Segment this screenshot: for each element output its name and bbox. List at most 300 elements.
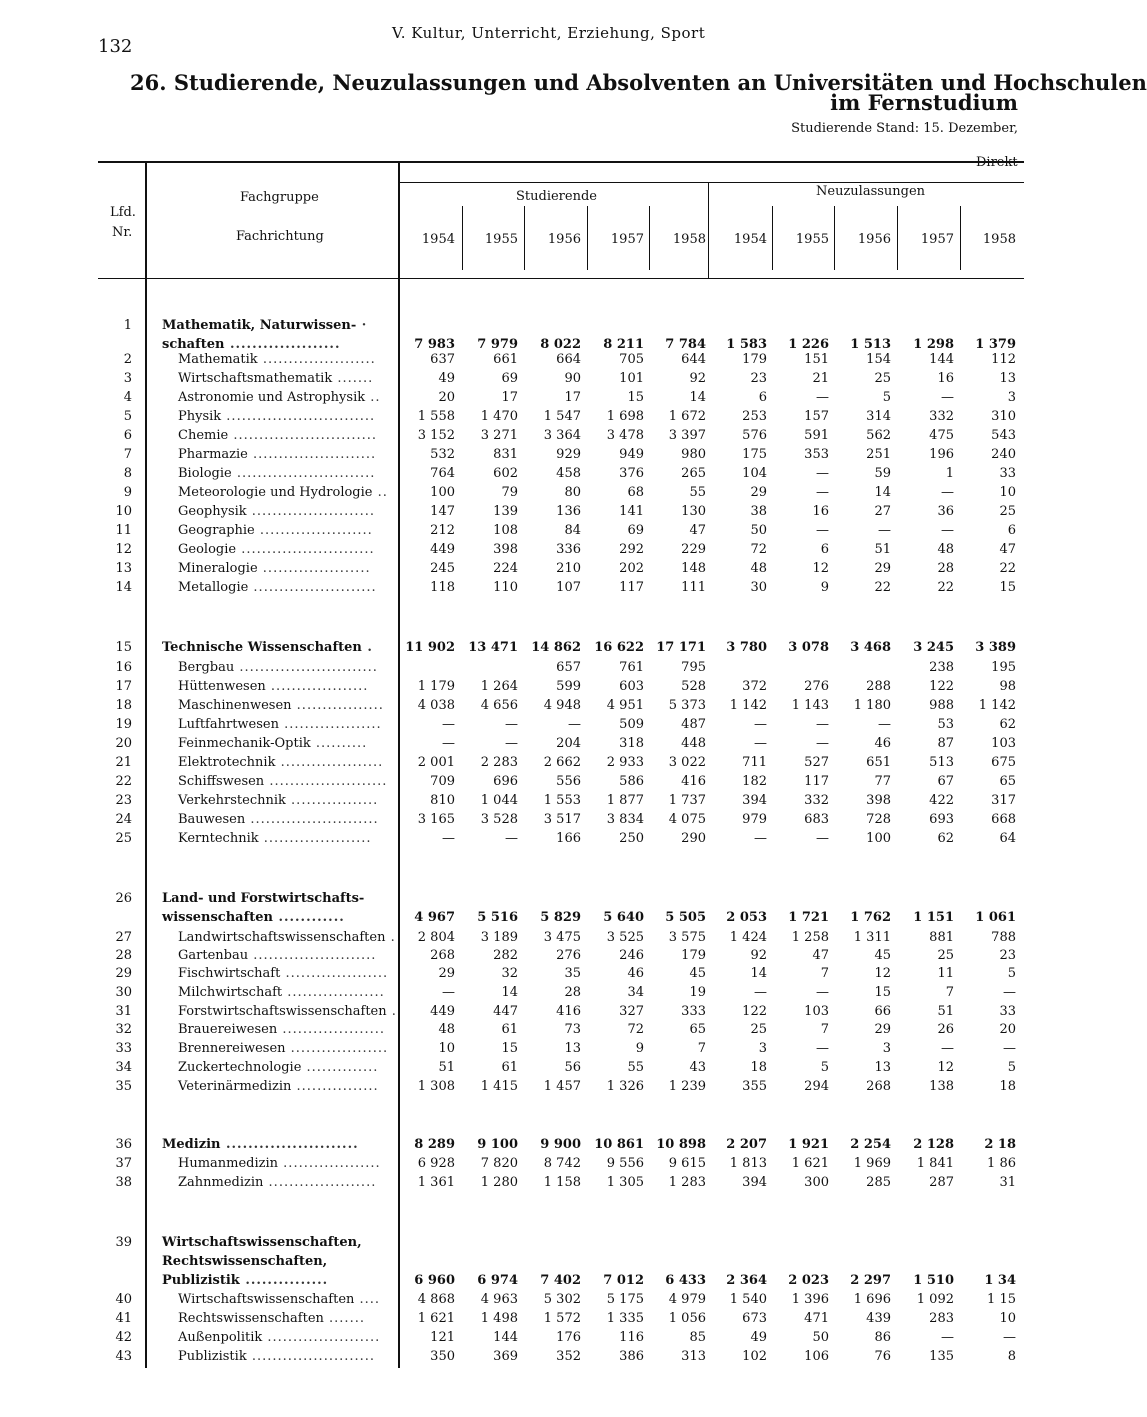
table-cell: 30 (750, 580, 767, 595)
row-leader-dots: ................. (291, 698, 384, 713)
table-cell: 7 012 (603, 1273, 644, 1288)
table-cell: 36 (937, 504, 954, 519)
table-cell: 12 (812, 561, 829, 576)
table-cell: — (816, 390, 829, 405)
row-leader-dots: ............................. (221, 409, 376, 424)
table-cell: 509 (619, 717, 644, 732)
year-header: 1957 (610, 232, 644, 247)
row-label-text: Feinmechanik-Optik (178, 736, 311, 751)
row-leader-dots: ...................... (257, 352, 376, 367)
table-cell: 2 933 (606, 755, 644, 770)
table-cell: 4 963 (480, 1292, 518, 1307)
table-cell: 1 841 (916, 1156, 954, 1171)
table-cell: 1 737 (668, 793, 706, 808)
table-cell: — (941, 390, 954, 405)
row-leader-dots: .......................... (236, 542, 375, 557)
table-cell: 7 820 (480, 1156, 518, 1171)
row-leader-dots: ..................... (258, 831, 372, 846)
row-label (178, 831, 392, 846)
row-number: 12 (115, 542, 132, 557)
row-leader-dots: ....................... (264, 774, 388, 789)
row-number: 7 (123, 447, 132, 462)
table-cell: 14 862 (531, 640, 581, 655)
row-label-text: Wirtschaftswissenschaften (178, 1292, 355, 1307)
table-cell: 422 (929, 793, 954, 808)
table-cell: 651 (866, 755, 891, 770)
table-cell: 7 (820, 1022, 829, 1037)
table-cell: 246 (619, 948, 644, 963)
row-label (178, 774, 392, 789)
row-number: 28 (115, 948, 132, 963)
table-cell: 138 (929, 1079, 954, 1094)
table-cell: 5 302 (543, 1292, 581, 1307)
table-cell: 17 (564, 390, 581, 405)
table-cell: 4 948 (543, 698, 581, 713)
table-cell: — (816, 1041, 829, 1056)
table-cell: 2 053 (726, 910, 767, 925)
table-cell: 1 326 (606, 1079, 644, 1094)
table-cell: 121 (430, 1330, 455, 1345)
table-cell: 224 (493, 561, 518, 576)
table-cell: 4 868 (417, 1292, 455, 1307)
table-cell: 7 983 (414, 337, 455, 352)
row-label (178, 660, 392, 675)
row-label-text: Hüttenwesen (178, 679, 266, 694)
row-label-text: Land- und Forstwirtschafts- (162, 891, 365, 906)
table-cell: 59 (874, 466, 891, 481)
row-number: 13 (115, 561, 132, 576)
row-label-text: Zuckertechnologie (178, 1060, 302, 1075)
table-cell: 1 061 (975, 910, 1016, 925)
row-number: 39 (115, 1235, 132, 1250)
row-number: 14 (115, 580, 132, 595)
table-cell: 3 389 (975, 640, 1016, 655)
table-cell: 980 (681, 447, 706, 462)
table-cell: 398 (866, 793, 891, 808)
table-cell: — (878, 717, 891, 732)
table-cell: — (505, 831, 518, 846)
table-cell: 276 (556, 948, 581, 963)
table-cell: 103 (804, 1004, 829, 1019)
table-cell: 33 (999, 1004, 1016, 1019)
table-cell: 122 (929, 679, 954, 694)
row-label (162, 640, 392, 655)
table-cell: 77 (874, 774, 891, 789)
table-cell: — (941, 1330, 954, 1345)
table-cell: — (941, 1041, 954, 1056)
row-leader-dots: ........................ (246, 504, 375, 519)
table-cell: 250 (619, 831, 644, 846)
row-label (178, 966, 392, 981)
row-leader-dots: ........................... (231, 466, 376, 481)
year-header: 1956 (857, 232, 891, 247)
table-cell: 56 (564, 1060, 581, 1075)
row-number: 11 (115, 523, 132, 538)
table-cell: 1 151 (913, 910, 954, 925)
row-number: 25 (115, 831, 132, 846)
table-cell: 111 (681, 580, 706, 595)
table-cell: 1 415 (480, 1079, 518, 1094)
table-cell: 683 (804, 812, 829, 827)
table-cell: 15 (999, 580, 1016, 595)
table-cell: 1 621 (791, 1156, 829, 1171)
table-cell: 69 (501, 371, 518, 386)
table-cell: 5 373 (668, 698, 706, 713)
table-cell: 62 (999, 717, 1016, 732)
table-cell: 116 (619, 1330, 644, 1345)
year-col-rule (772, 206, 773, 270)
table-cell: 104 (742, 466, 767, 481)
row-label-text: Fischwirtschaft (178, 966, 281, 981)
table-cell: 449 (430, 542, 455, 557)
table-cell: 1 540 (729, 1292, 767, 1307)
table-cell: 2 297 (850, 1273, 891, 1288)
table-cell: — (442, 831, 455, 846)
table-cell: 136 (556, 504, 581, 519)
table-cell: 576 (742, 428, 767, 443)
table-cell: 3 475 (543, 930, 581, 945)
table-cell: 176 (556, 1330, 581, 1345)
table-cell: 6 960 (414, 1273, 455, 1288)
table-cell: 61 (501, 1060, 518, 1075)
row-number: 23 (115, 793, 132, 808)
table-cell: 1 877 (606, 793, 644, 808)
table-cell: 6 433 (665, 1273, 706, 1288)
row-number: 6 (123, 428, 132, 443)
header-nr: Nr. (112, 225, 133, 240)
table-cell: 46 (627, 966, 644, 981)
table-cell: 2 207 (726, 1137, 767, 1152)
year-col-rule (649, 206, 650, 270)
table-cell: 65 (999, 774, 1016, 789)
table-title: 26. Studierende, Neuzulassungen und Absolventen an Universitäten und Hochschulen (130, 70, 1147, 95)
table-cell: 22 (999, 561, 1016, 576)
table-cell: 5 829 (540, 910, 581, 925)
table-cell: 22 (937, 580, 954, 595)
row-label-text: Landwirtschaftswissenschaften (178, 930, 386, 945)
year-col-rule (834, 206, 835, 270)
row-label-text: wissenschaften (162, 910, 273, 925)
row-label-text: Luftfahrtwesen (178, 717, 279, 732)
row-label-text: Physik (178, 409, 222, 424)
table-cell: 103 (991, 736, 1016, 751)
table-cell: 1 379 (975, 337, 1016, 352)
row-label-text: Verkehrstechnik (178, 793, 286, 808)
table-cell: 1 762 (850, 910, 891, 925)
table-cell: 761 (619, 660, 644, 675)
row-leader-dots: ..................... (257, 561, 371, 576)
table-cell: 1 142 (978, 698, 1016, 713)
year-header: 1957 (920, 232, 954, 247)
table-cell: 528 (681, 679, 706, 694)
table-cell: 182 (742, 774, 767, 789)
table-cell: 49 (438, 371, 455, 386)
table-cell: 1 158 (543, 1175, 581, 1190)
table-cell: 85 (689, 1330, 706, 1345)
table-cell: 118 (430, 580, 455, 595)
table-cell: 664 (556, 352, 581, 367)
row-label (178, 812, 392, 827)
table-cell: 5 (1007, 1060, 1016, 1075)
row-label-text: Pharmazie (178, 447, 248, 462)
table-cell: 16 (812, 504, 829, 519)
year-header: 1958 (672, 232, 706, 247)
table-cell: — (568, 717, 581, 732)
table-cell: 179 (742, 352, 767, 367)
table-cell: 7 784 (665, 337, 706, 352)
row-leader-dots: .. (365, 390, 381, 405)
table-cell: 38 (750, 504, 767, 519)
table-cell: 61 (501, 1022, 518, 1037)
year-col-rule (897, 206, 898, 270)
row-number: 1 (123, 318, 132, 333)
table-cell: 147 (430, 504, 455, 519)
row-label (178, 466, 392, 481)
table-cell: 48 (438, 1022, 455, 1037)
row-label-text: Geologie (178, 542, 237, 557)
row-leader-dots: ....... (332, 371, 374, 386)
table-cell: 15 (627, 390, 644, 405)
col-rule-lfd (145, 161, 147, 1368)
row-leader-dots: · (356, 318, 368, 333)
table-cell: 881 (929, 930, 954, 945)
table-cell: 386 (619, 1349, 644, 1364)
table-cell: 1 361 (417, 1175, 455, 1190)
table-cell: 6 (758, 390, 767, 405)
table-cell: 788 (991, 930, 1016, 945)
table-cell: 586 (619, 774, 644, 789)
table-cell: 318 (619, 736, 644, 751)
table-cell: 240 (991, 447, 1016, 462)
row-label (178, 1060, 392, 1075)
table-cell: 27 (874, 504, 891, 519)
row-number: 16 (115, 660, 132, 675)
table-cell: 18 (999, 1079, 1016, 1094)
row-label-text: Chemie (178, 428, 229, 443)
table-cell: 2 283 (480, 755, 518, 770)
table-cell: 25 (750, 1022, 767, 1037)
row-label-text: Brennereiwesen (178, 1041, 286, 1056)
table-cell: 376 (619, 466, 644, 481)
row-label (162, 337, 392, 352)
row-label (178, 409, 392, 424)
row-number: 20 (115, 736, 132, 751)
table-cell: 2 128 (913, 1137, 954, 1152)
table-cell: 72 (627, 1022, 644, 1037)
row-leader-dots: ........................... (234, 660, 378, 675)
row-label (178, 793, 392, 808)
table-cell: 122 (742, 1004, 767, 1019)
table-cell: 3 397 (668, 428, 706, 443)
row-leader-dots: ........................ (246, 1349, 376, 1364)
row-leader-dots: ........................ (247, 447, 377, 462)
table-cell: 76 (874, 1349, 891, 1364)
table-cell: — (505, 736, 518, 751)
year-col-rule (524, 206, 525, 270)
row-label (178, 428, 392, 443)
row-leader-dots: ............... (239, 1273, 329, 1288)
row-number: 31 (115, 1004, 132, 1019)
table-cell: 3 364 (543, 428, 581, 443)
table-cell: 332 (929, 409, 954, 424)
row-label (178, 561, 392, 576)
table-cell: 1 335 (606, 1311, 644, 1326)
table-cell: 513 (929, 755, 954, 770)
row-leader-dots: ........................ (220, 1137, 359, 1152)
row-label-text: Gartenbau (178, 948, 249, 963)
row-label-text: Wirtschaftsmathematik (178, 371, 333, 386)
row-number: 3 (123, 371, 132, 386)
table-cell: 6 928 (417, 1156, 455, 1171)
table-cell: 67 (937, 774, 954, 789)
table-cell: 16 (937, 371, 954, 386)
table-cell: 51 (438, 1060, 455, 1075)
year-header: 1955 (795, 232, 829, 247)
row-label-text: Mathematik, Naturwissen- (162, 318, 357, 333)
row-label-text: Metallogie (178, 580, 249, 595)
table-cell: — (941, 485, 954, 500)
table-cell: 1 305 (606, 1175, 644, 1190)
row-leader-dots: ................... (265, 679, 369, 694)
row-label (178, 1156, 392, 1171)
table-cell: 292 (619, 542, 644, 557)
row-label-text: Brauereiwesen (178, 1022, 278, 1037)
table-cell: 265 (681, 466, 706, 481)
row-label-text: Medizin (162, 1137, 221, 1152)
table-cell: — (816, 466, 829, 481)
table-cell: 25 (999, 504, 1016, 519)
table-cell: — (442, 736, 455, 751)
table-cell: 72 (750, 542, 767, 557)
table-cell: 979 (742, 812, 767, 827)
row-label-text: Außenpolitik (178, 1330, 263, 1345)
row-label-text: Technische Wissenschaften (162, 640, 362, 655)
table-cell: 43 (689, 1060, 706, 1075)
table-cell: 332 (804, 793, 829, 808)
table-cell: 62 (937, 831, 954, 846)
table-cell: 1 179 (417, 679, 455, 694)
row-label (178, 504, 392, 519)
table-cell: 602 (493, 466, 518, 481)
row-label-text: Bauwesen (178, 812, 246, 827)
stand-note: Studierende Stand: 15. Dezember, (791, 121, 1018, 136)
table-cell: 543 (991, 428, 1016, 443)
table-cell: 3 780 (726, 640, 767, 655)
table-cell: 313 (681, 1349, 706, 1364)
table-cell: 1 672 (668, 409, 706, 424)
row-leader-dots: . (361, 640, 373, 655)
row-leader-dots: .......... (310, 736, 368, 751)
table-cell: 2 804 (417, 930, 455, 945)
table-cell: 355 (742, 1079, 767, 1094)
table-cell: 2 364 (726, 1273, 767, 1288)
table-cell: 5 (882, 390, 891, 405)
row-label (178, 948, 392, 963)
table-cell: 1 092 (916, 1292, 954, 1307)
table-cell: 637 (430, 352, 455, 367)
table-cell: 675 (991, 755, 1016, 770)
row-leader-dots: .... (354, 1292, 381, 1307)
table-cell: 53 (937, 717, 954, 732)
table-cell: 29 (874, 1022, 891, 1037)
row-number: 18 (115, 698, 132, 713)
table-cell: 353 (804, 447, 829, 462)
table-cell: 1 470 (480, 409, 518, 424)
row-label (178, 371, 392, 386)
table-cell: 28 (564, 985, 581, 1000)
table-cell: 22 (874, 580, 891, 595)
table-cell: 47 (999, 542, 1016, 557)
row-number: 27 (115, 930, 132, 945)
row-leader-dots: ............ (272, 910, 345, 925)
table-cell: 9 900 (540, 1137, 581, 1152)
table-cell: 1 239 (668, 1079, 706, 1094)
table-cell: 47 (812, 948, 829, 963)
table-cell: 18 (750, 1060, 767, 1075)
row-label (178, 1079, 392, 1094)
table-cell: 7 979 (477, 337, 518, 352)
row-number: 41 (115, 1311, 132, 1326)
row-number: 19 (115, 717, 132, 732)
table-cell: 657 (556, 660, 581, 675)
table-cell: 471 (804, 1311, 829, 1326)
table-cell: 394 (742, 793, 767, 808)
table-cell: 13 471 (468, 640, 518, 655)
table-cell: 3 (1007, 390, 1016, 405)
table-cell: 139 (493, 504, 518, 519)
row-label-text: Rechtswissenschaften, (162, 1254, 328, 1269)
table-cell: 4 967 (414, 910, 455, 925)
table-cell: 1 311 (853, 930, 891, 945)
col-rule-group (708, 182, 709, 278)
row-leader-dots: ................. (285, 793, 379, 808)
table-cell: 673 (742, 1311, 767, 1326)
table-cell: 693 (929, 812, 954, 827)
row-leader-dots: . (385, 930, 396, 945)
row-leader-dots: .................... (275, 755, 384, 770)
year-header: 1955 (484, 232, 518, 247)
table-cell: 204 (556, 736, 581, 751)
table-cell: 229 (681, 542, 706, 557)
row-number: 10 (115, 504, 132, 519)
table-cell: 98 (999, 679, 1016, 694)
table-cell: 1 86 (987, 1156, 1016, 1171)
table-cell: 9 (820, 580, 829, 595)
header-bottom-rule (98, 278, 1024, 279)
table-cell: 46 (874, 736, 891, 751)
header-neuzulassungen: Neuzulassungen (816, 184, 926, 199)
table-cell: 253 (742, 409, 767, 424)
table-cell: 2 662 (543, 755, 581, 770)
table-cell: 1 (945, 466, 954, 481)
table-cell: 84 (564, 523, 581, 538)
table-cell: 73 (564, 1022, 581, 1037)
row-leader-dots: ................... (282, 985, 385, 1000)
row-label-text: Biologie (178, 466, 232, 481)
table-cell: 4 979 (668, 1292, 706, 1307)
table-cell: 327 (619, 1004, 644, 1019)
row-label (162, 891, 392, 906)
table-cell: — (442, 717, 455, 732)
year-header: 1958 (982, 232, 1016, 247)
table-cell: 26 (937, 1022, 954, 1037)
table-cell: 668 (991, 812, 1016, 827)
table-cell: 112 (991, 352, 1016, 367)
table-cell: 29 (438, 966, 455, 981)
group-rule (400, 182, 1024, 183)
table-cell: 10 898 (656, 1137, 706, 1152)
table-cell: 175 (742, 447, 767, 462)
